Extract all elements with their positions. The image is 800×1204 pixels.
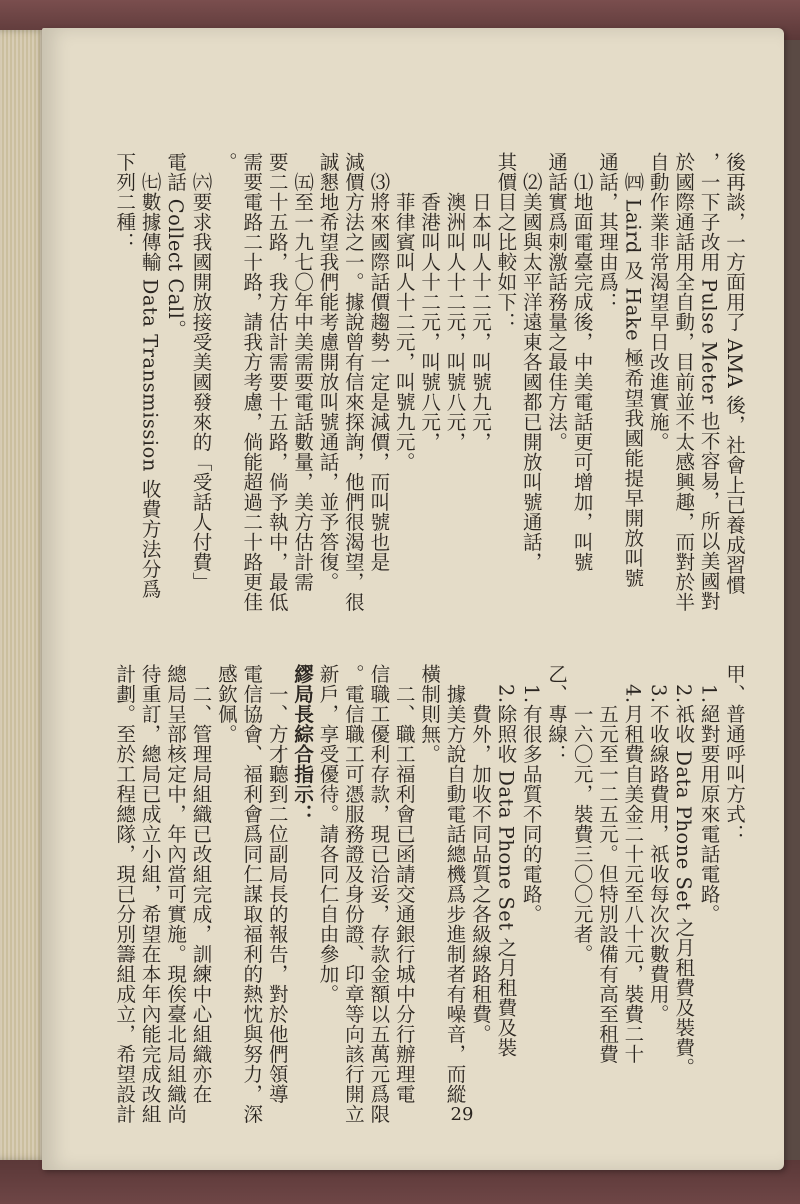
text-column: 2.除照收 Data Phone Set 之月租費及裝 [494, 664, 518, 1058]
text-column: ，一下子改用 Pulse Meter 也不容易，所以美國對 [697, 152, 721, 611]
text-column: 電信協會、福利會爲同仁謀取福利的熱忱與努力，深 [240, 664, 264, 1124]
text-column: 菲律賓叫人十二元，叫號九元。 [392, 152, 416, 472]
text-column: 香港叫人十二元，叫號八元， [418, 152, 442, 452]
text-column: 2.祇收 Data Phone Set 之月租費及裝費。 [672, 664, 696, 1078]
page-number: 29 [450, 1104, 474, 1125]
text-column: 二、職工福利會已函請交通銀行城中分行辦理電 [392, 664, 416, 1104]
text-column: 4.月租費自美金二十元至八十元，裝費二十 [621, 664, 645, 1064]
text-column: ⑶將來國際話價趨勢一定是減價，而叫號也是 [367, 152, 391, 572]
text-column: 乙、專線： [545, 664, 569, 764]
text-column: 3.不收線路費用，祇收每次次數費用。 [646, 664, 670, 1024]
text-column: 。電信職工可憑服務證及身份證、印章等向該行開立 [341, 664, 365, 1124]
text-column: 一六〇元，裝費三〇〇元者。 [570, 664, 594, 964]
text-column: 橫制則無。 [418, 664, 442, 764]
text-column: 於國際通話用全自動，目前並不太感興趣，而對於半 [672, 152, 696, 612]
text-column: 五元至一二五元。但特別設備有高至租費 [595, 664, 619, 1064]
text-column: 費外，加收不同品質之各級線路租費。 [468, 664, 492, 1044]
text-column: 自動作業非常渴望早日改進實施。 [646, 152, 670, 452]
text-column: 通話實爲刺激話務量之最佳方法。 [545, 152, 569, 452]
text-column: 。 [214, 152, 238, 172]
text-column: 要二十五路，我方估計需要十五路，倘予執中，最低 [265, 152, 289, 612]
book-page [42, 28, 784, 1170]
text-column: 日本叫人十二元，叫號九元， [468, 152, 492, 452]
text-column: 據美方說自動電話總機爲步進制者有噪音，而縱 [443, 664, 467, 1104]
text-column: 二、管理局組織已改組完成，訓練中心組織亦在 [189, 664, 213, 1104]
text-column: 其價目之比較如下： [494, 152, 518, 332]
text-column: ⑵美國與太平洋遠東各國都已開放叫號通話， [519, 152, 543, 572]
text-column: 甲、普通呼叫方式： [723, 664, 746, 844]
book-page-edges [0, 30, 48, 1160]
text-column: 信職工優利存款，現已洽妥，存款金額以五萬元爲限 [367, 664, 391, 1124]
text-column: 一、方才聽到二位副局長的報告，對於他們領導 [265, 664, 289, 1104]
section-heading: 繆局長綜合指示： [291, 664, 315, 824]
text-column: 待重訂，總局已成立小組，希望在本年內能完成改組 [138, 664, 162, 1124]
text-column: 電話 Collect Call。 [164, 152, 188, 340]
text-column: 計劃。至於工程總隊，現已分別籌組成立，希望設計 [113, 664, 137, 1124]
text-column: 澳洲叫人十二元，叫號八元， [443, 152, 467, 452]
text-column: 誠懇地希望我們能考慮開放叫號通話，並予答復。 [316, 152, 340, 592]
text-column: 1.絕對要用原來電話電路。 [697, 664, 721, 924]
text-column: ㈤至一九七〇年中美需要電話數量，美方估計需 [291, 152, 315, 592]
text-column: ⑴地面電臺完成後，中美電話更可增加，叫號 [570, 152, 594, 572]
text-column: 減價方法之一。據說曾有信來探詢，他們很渴望，很 [341, 152, 365, 612]
text-column: 總局呈部核定中，年內當可實施。現俟臺北局組織尚 [164, 664, 188, 1124]
upper-text-block [113, 152, 747, 632]
text-column: 下列二種： [113, 152, 137, 252]
text-column: 新戶，享受優待。請各同仁自由參加。 [316, 664, 340, 1004]
text-column: 感欽佩。 [214, 664, 238, 744]
text-column: 後再談，一方面用了 AMA 後，社會上已養成習慣 [723, 152, 746, 596]
text-column: ㈦數據傳輸 Data Transmission 收費方法分爲 [138, 152, 162, 599]
text-column: 需要電路二十路，請我方考慮，倘能超過二十路更佳 [240, 152, 264, 612]
text-column: 通話，其理由爲： [595, 152, 619, 312]
text-column: ㈣ Laird 及 Hake 極希望我國能提早開放叫號 [621, 152, 645, 588]
text-column: ㈥要求我國開放接受美國發來的「受話人付費」 [189, 152, 213, 592]
text-column: 1.有很多品質不同的電路。 [519, 664, 543, 924]
